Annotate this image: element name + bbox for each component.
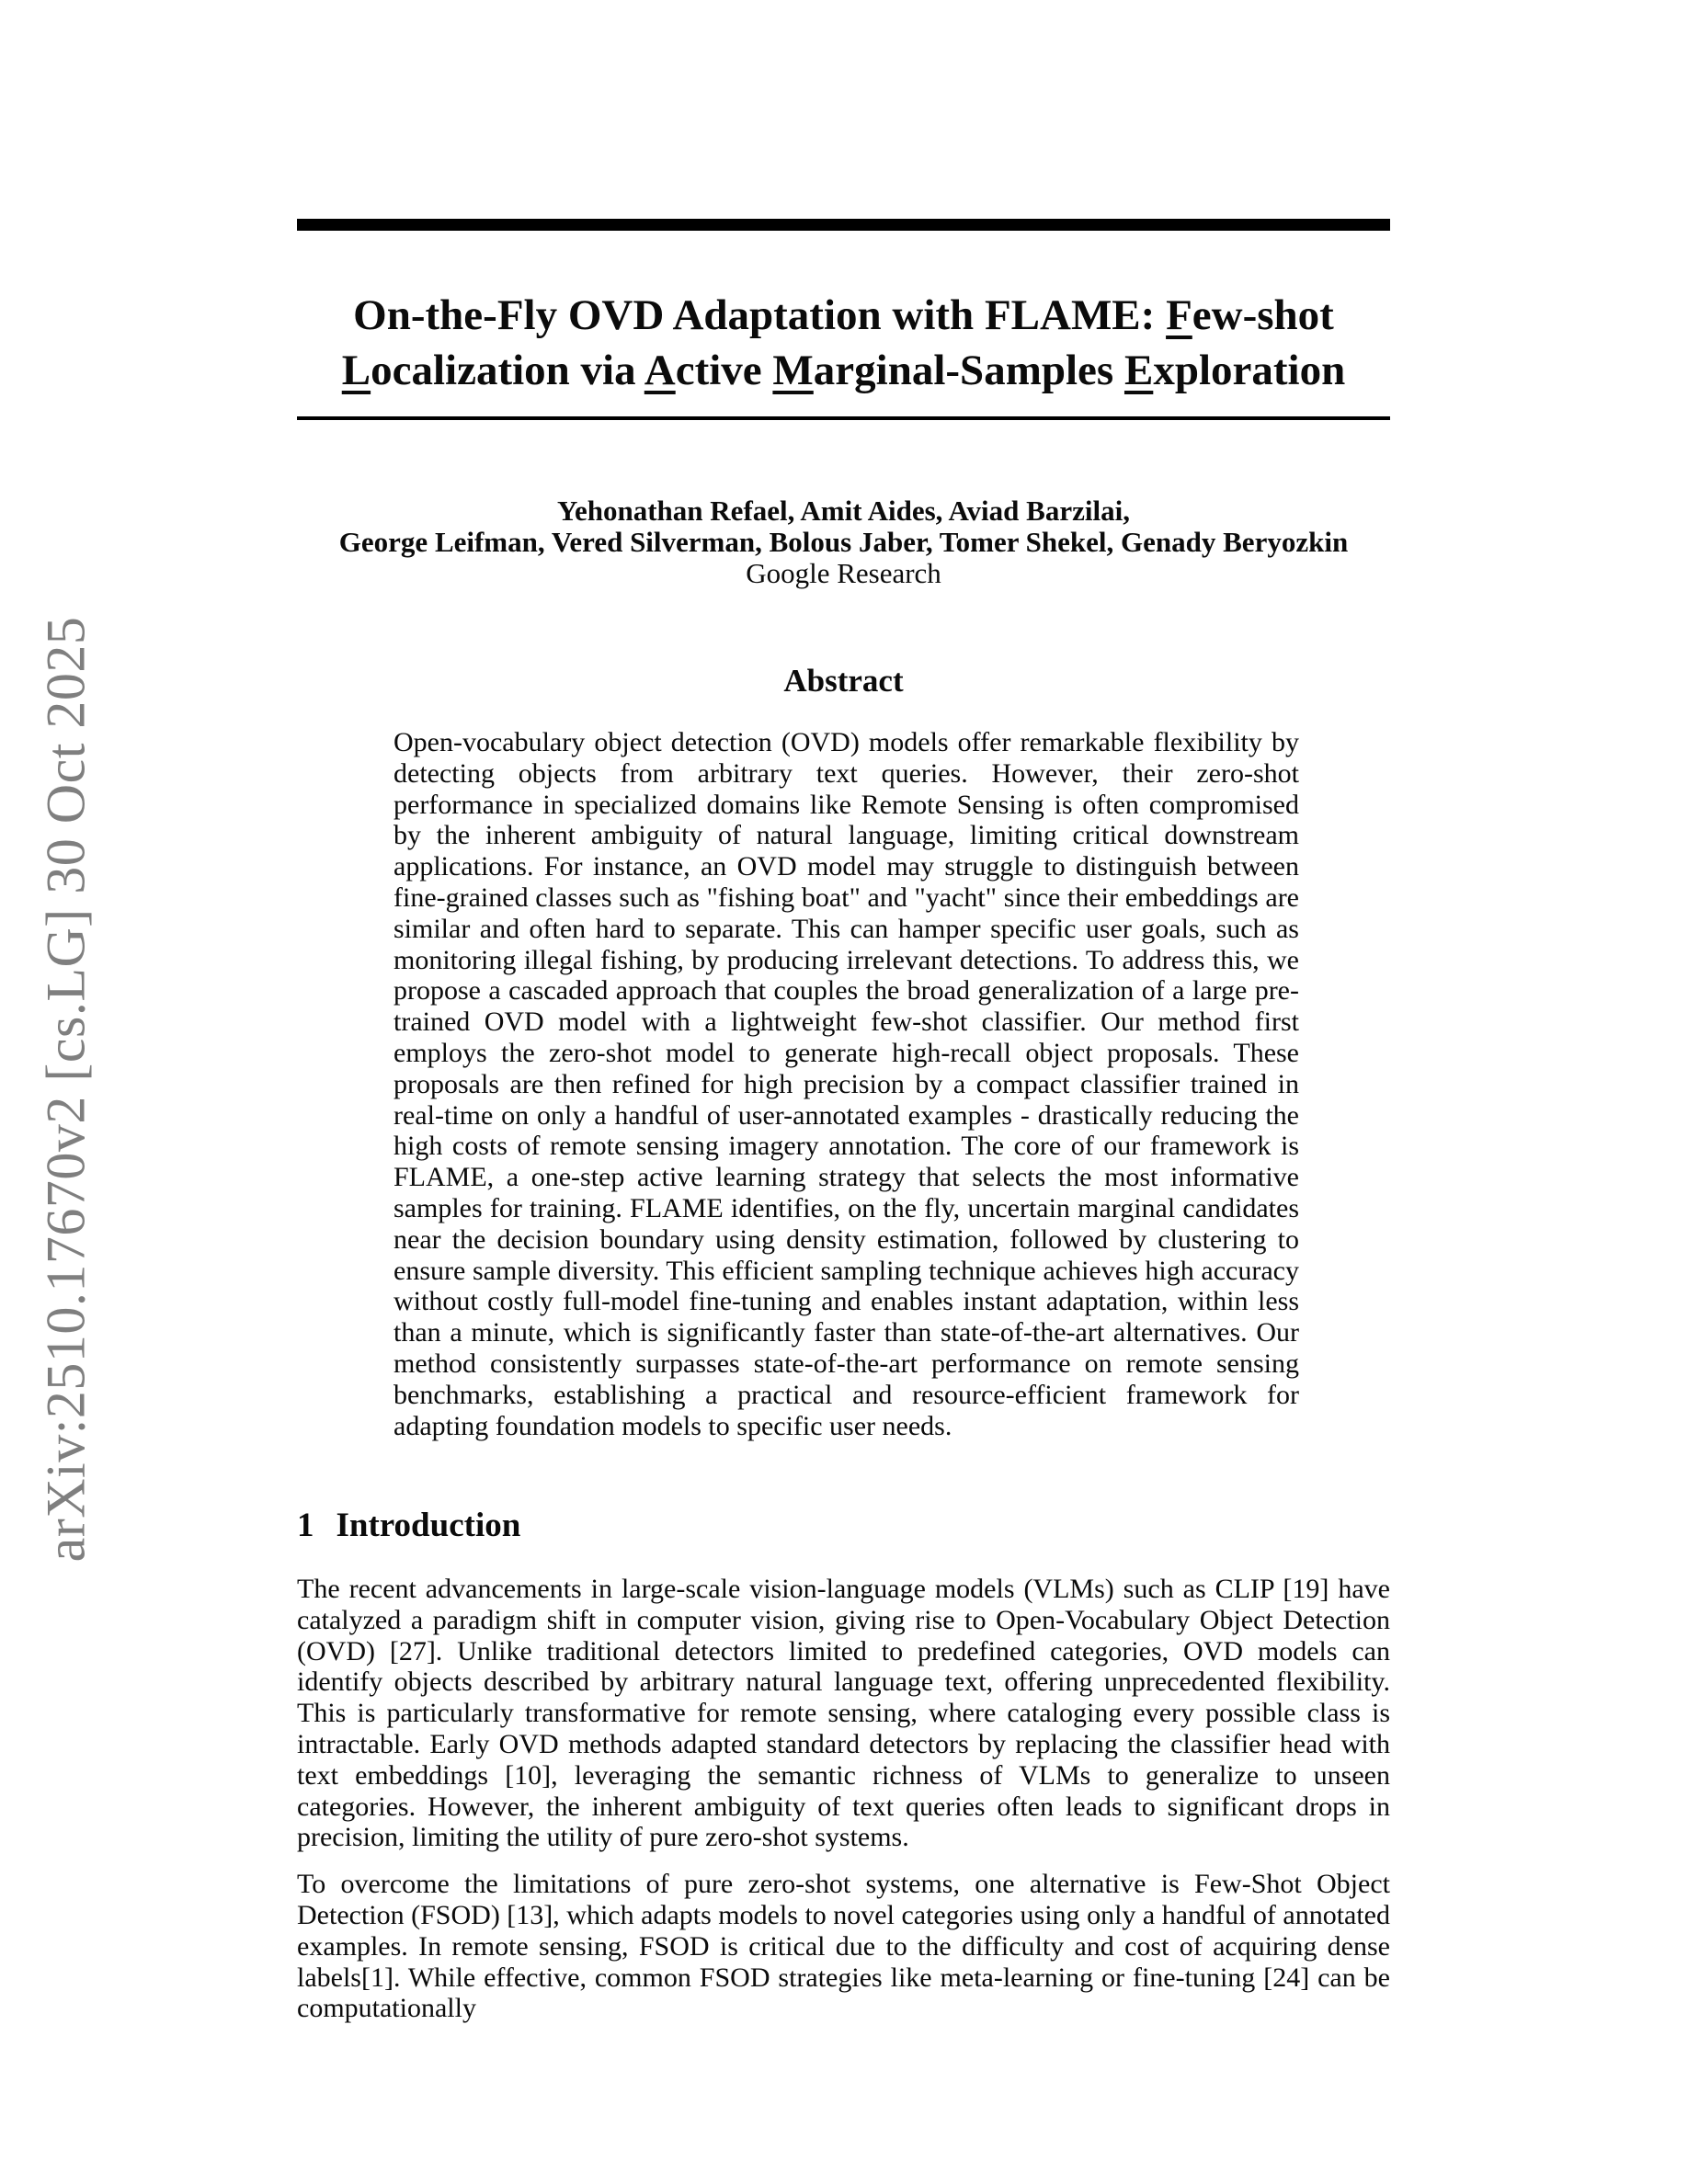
affiliation: Google Research <box>746 557 941 589</box>
abstract-heading: Abstract <box>783 663 904 699</box>
section-heading-introduction <box>297 1506 1390 1545</box>
intro-paragraph-1: The recent advancements in large-scale vision-language models (VLMs) such as CLIP [19] have catalyzed a paradigm shift in computer vision, giving rise to Open-Vocabulary Object Detection (OVD) [27]. Unlike traditional detectors limited to predefined categories, OVD models can identify objects described by arbitrary natural language text, offering unprecedented flexibility. This is particularly transformative for remote sensing, where cataloging every possible class is intractable. Early OVD methods adapted standard detectors by replacing the classifier head with text embeddings [10], leveraging the semantic richness of VLMs to generalize to unseen categories. However, the inherent ambiguity of text queries often leads to significant drops in precision, limiting the utility of pure zero-shot systems. <box>297 1574 1390 1853</box>
paper-title: On-the-Fly OVD Adaptation with FLAME: Few-shot Localization via Active Marginal-Samples Exploration <box>341 291 1346 395</box>
author-line-2: George Leifman, Vered Silverman, Bolous Jaber, Tomer Shekel, Genady Beryozkin <box>338 526 1349 558</box>
intro-paragraph-2: To overcome the limitations of pure zero-shot systems, one alternative is Few-Shot Object Detection (FSOD) [13], which adapts models to novel categories using only a handful of annotated examples. In remote sensing, FSOD is critical due to the difficulty and cost of acquiring dense labels[1]. While effective, common FSOD strategies like meta-learning or fine-tuning [24] can be computationally <box>297 1869 1390 2024</box>
introduction-body <box>297 1574 1390 2024</box>
author-line-1: Yehonathan Refael, Amit Aides, Aviad Barzilai, <box>557 495 1130 527</box>
section-number: 1 <box>297 1507 314 1544</box>
title-bottom-rule <box>297 416 1390 420</box>
abstract-text: Open-vocabulary object detection (OVD) models offer remarkable flexibility by detecting objects from arbitrary text queries. However, their zero-shot performance in specialized domains like Remote Sensing is often compromised by the inherent ambiguity of natural language, limiting critical downstream applications. For instance, an OVD model may struggle to distinguish between fine-grained classes such as "fishing boat" and "yacht" since their embeddings are similar and often hard to separate. This can hamper specific user goals, such as monitoring illegal fishing, by producing irrelevant detections. To address this, we propose a cascaded approach that couples the broad generalization of a large pre-trained OVD model with a lightweight few-shot classifier. Our method first employs the zero-shot model to generate high-recall object proposals. These proposals are then refined for high precision by a compact classifier trained in real-time on only a handful of user-annotated examples - drastically reducing the high costs of remote sensing imagery annotation. The core of our framework is FLAME, a one-step active learning strategy that selects the most informative samples for training. FLAME identifies, on the fly, uncertain marginal candidates near the decision boundary using density estimation, followed by clustering to ensure sample diversity. This efficient sampling technique achieves high accuracy without costly full-model fine-tuning and enables instant adaptation, within less than a minute, which is significantly faster than state-of-the-art alternatives. Our method consistently surpasses state-of-the-art performance on remote sensing benchmarks, establishing a practical and resource-efficient framework for adapting foundation models to specific user needs. <box>393 727 1299 1441</box>
title-top-rule <box>297 219 1390 231</box>
section-title: Introduction <box>336 1507 521 1544</box>
arxiv-watermark: arXiv:2510.17670v2 [cs.LG] 30 Oct 2025 <box>35 616 97 1563</box>
authors-block <box>297 495 1390 589</box>
